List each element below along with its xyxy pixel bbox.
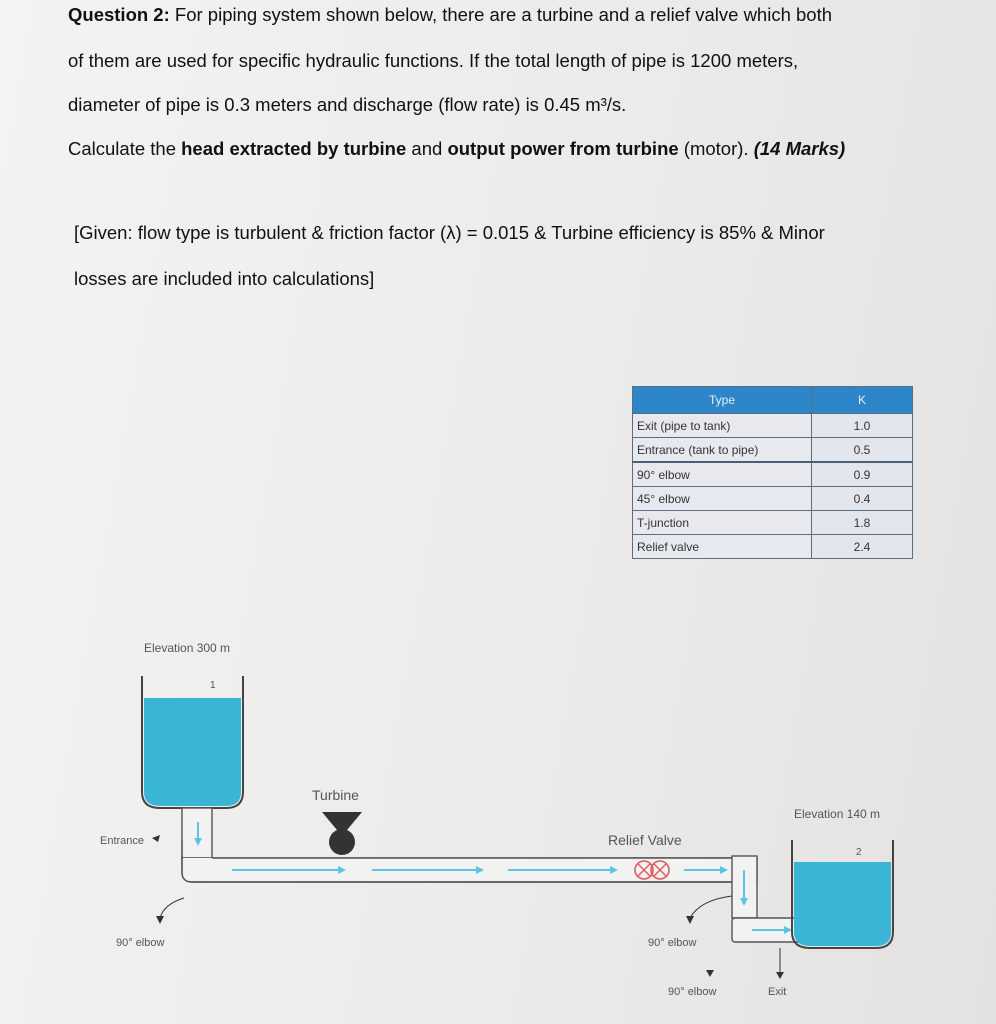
elevation-right-label: Elevation 140 m [794,807,881,821]
exit-label: Exit [768,986,787,998]
question-number: Question 2: [68,4,170,25]
column-header-k: K [812,387,913,414]
k-value: 2.4 [812,535,913,559]
elbow-mid-label: 90° elbow [648,937,697,949]
k-value: 0.4 [812,487,913,511]
elbow-bottom-arrow-icon [706,970,714,977]
given-line-1: [Given: flow type is turbulent & friction factor (λ) = 0.015 & Turbine efficiency is 85% & Minor [74,222,825,243]
question-line-3: diameter of pipe is 0.3 meters and discharge (flow rate) is 0.45 m³/s. [68,94,627,115]
turbine-label: Turbine [312,787,359,803]
turbine-symbol [322,812,362,855]
k-value: 0.9 [812,462,913,487]
k-value: 0.5 [812,438,913,463]
question-text-4c: and [406,138,448,159]
fitting-type: Entrance (tank to pipe) [633,438,812,463]
marks-label: (14 Marks) [753,138,846,159]
question-line-2: of them are used for specific hydraulic functions. If the total length of pipe is 1200 meters, [68,50,799,71]
upper-reservoir [142,676,243,808]
entrance-arrow-icon [152,835,160,842]
elevation-left-label: Elevation 300 m [144,641,231,655]
exit-arrow-icon [776,972,784,979]
point-1-label: 1 [210,680,216,691]
fitting-type: Exit (pipe to tank) [633,414,812,438]
entrance-label: Entrance [100,835,145,847]
reservoir-water-right [794,862,891,946]
fitting-type: 90° elbow [633,462,812,487]
point-2-label: 2 [856,847,862,858]
fitting-type: 45° elbow [633,487,812,511]
elbow-left-leader [160,898,184,918]
elbow-left-label: 90° elbow [116,937,165,949]
elbow-bottom-label: 90° elbow [668,986,717,998]
k-value: 1.0 [812,414,913,438]
head-extracted-text: head extracted by turbine [181,138,407,159]
left-drop-pipe [182,808,212,858]
question-text-4e: (motor). [678,138,754,159]
fitting-type: Relief valve [633,535,812,559]
given-line-2: losses are included into calculations] [74,268,375,289]
elbow-mid-leader [690,896,732,918]
k-value: 1.8 [812,511,913,535]
reservoir-water [144,698,241,806]
lower-reservoir [792,840,893,948]
fitting-type: T-junction [633,511,812,535]
elbow-left-arrow-icon [156,916,164,924]
relief-valve-label: Relief Valve [608,832,682,848]
column-header-type: Type [633,387,812,414]
question-text-4a: Calculate the [68,138,182,159]
question-text-1: For piping system shown below, there are a turbine and a relief valve which both [169,4,833,25]
elbow-mid-arrow-icon [686,916,694,924]
output-power-text: output power from turbine [447,138,679,159]
